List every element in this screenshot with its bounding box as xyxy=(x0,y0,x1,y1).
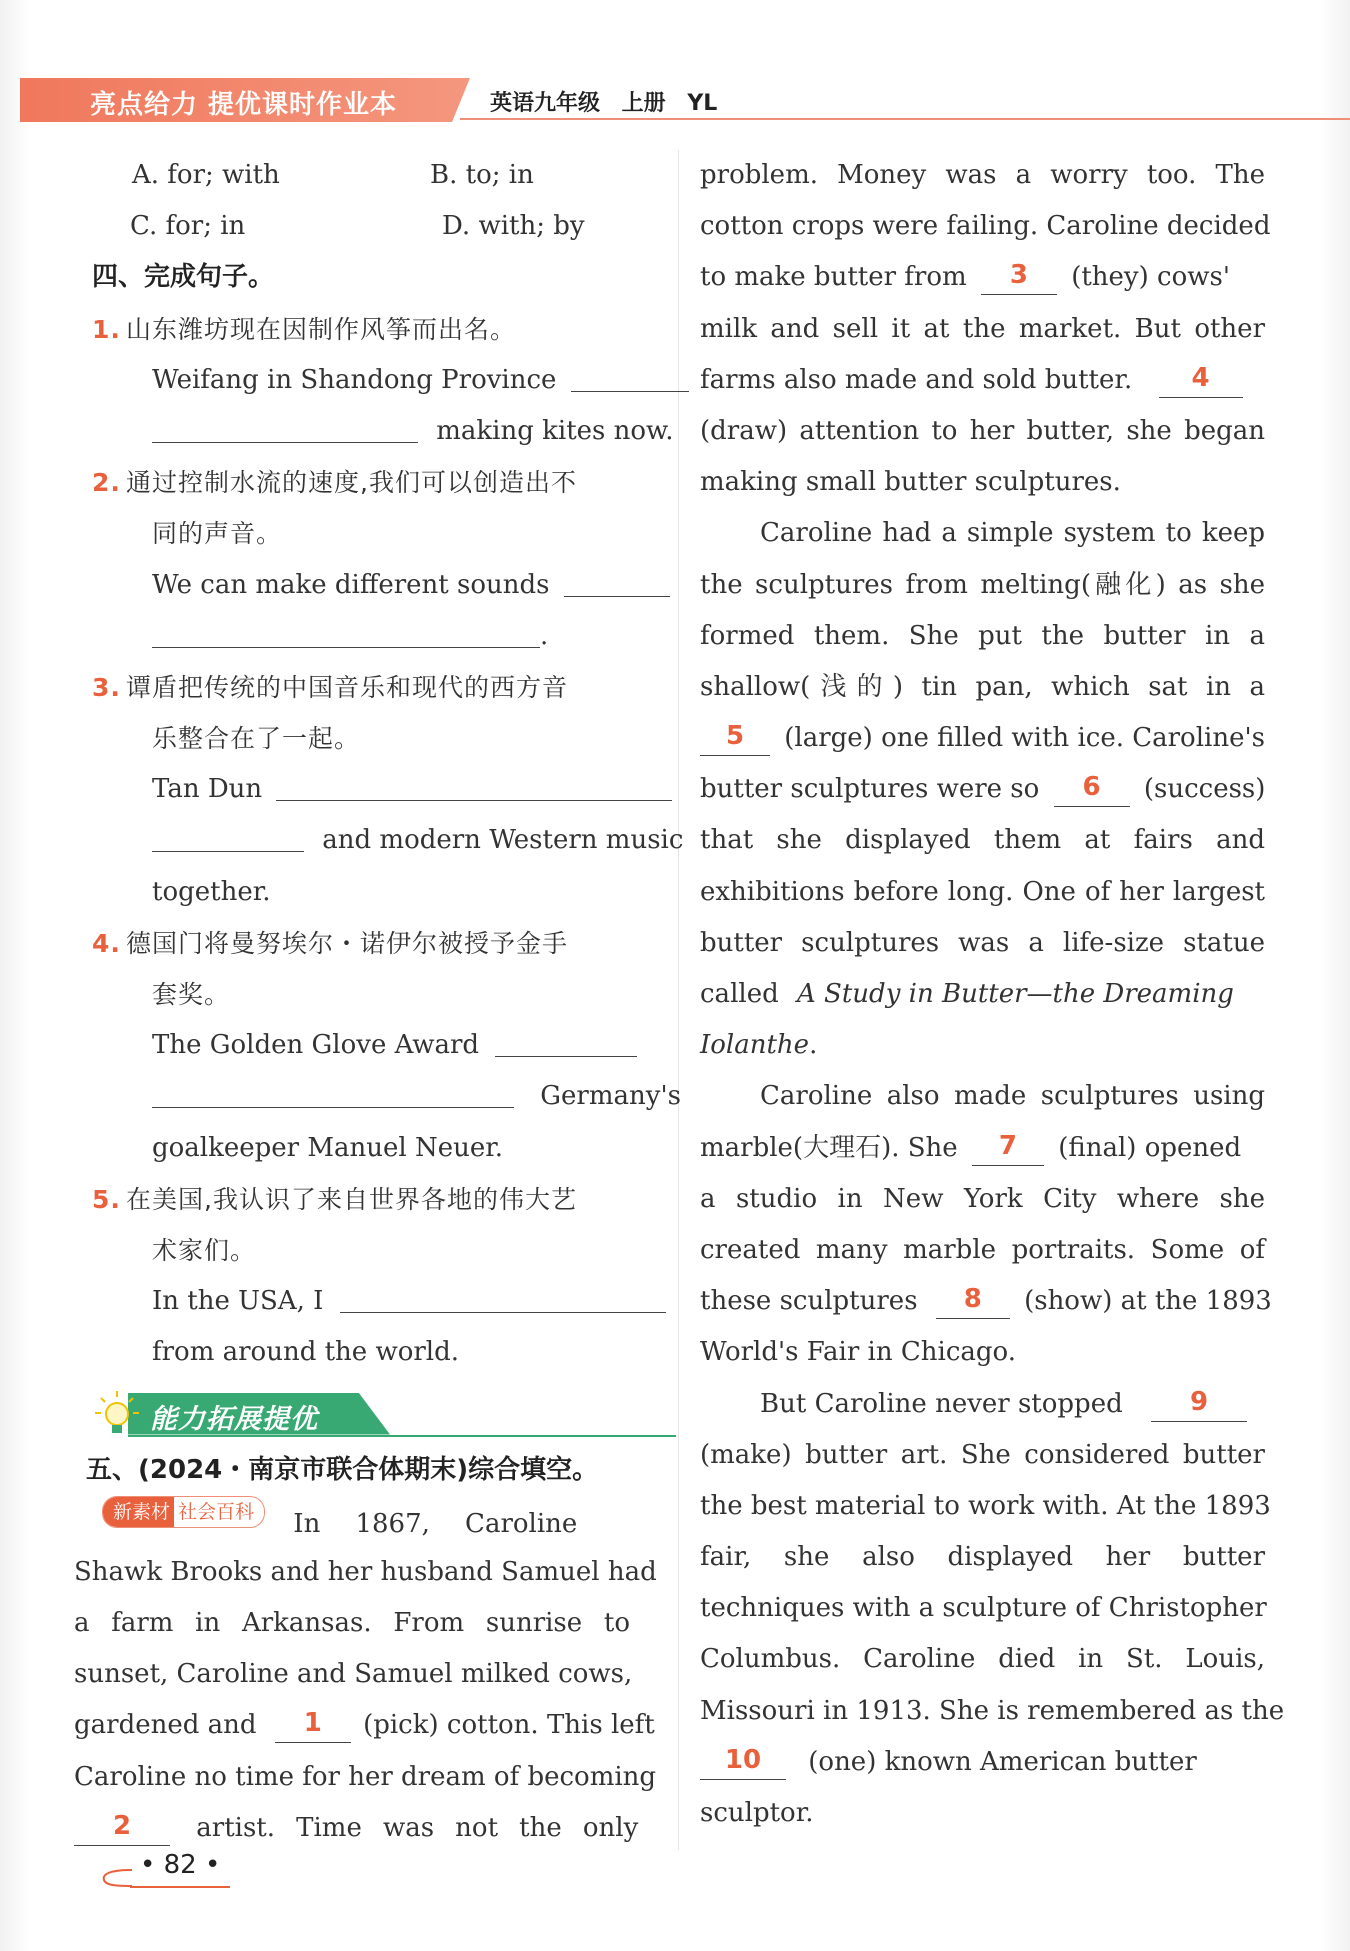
q2-chinese-1: 2. 通过控制水流的速度,我们可以创造出不 xyxy=(92,457,662,508)
passage-r-line-22: created many marble portraits. Some of xyxy=(700,1234,1265,1265)
passage-line-4: sunset, Caroline and Samuel milked cows, xyxy=(74,1659,633,1690)
q3-english-line-3: together. xyxy=(152,876,271,907)
section-5-title: 五、(2024・南京市联合体期末)综合填空。 xyxy=(86,1454,599,1485)
passage-r-line-31: Missouri in 1913. She is remembered as the xyxy=(700,1695,1285,1726)
passage-r-line-29: techniques with a sculpture of Christopher xyxy=(700,1593,1267,1624)
q4-english-line-3: goalkeeper Manuel Neuer. xyxy=(152,1132,504,1163)
passage-r-line-4: milk and sell it at the market. But other xyxy=(700,313,1265,344)
left-column xyxy=(74,150,684,1854)
new-material-badge: 新素材 社会百科 xyxy=(102,1496,265,1528)
q2-blank-2[interactable] xyxy=(152,613,540,648)
answer-blank-4[interactable]: 4 xyxy=(1159,359,1243,398)
footer-rule xyxy=(130,1886,230,1888)
q4-blank-2[interactable] xyxy=(152,1073,514,1108)
q5-english-line-2: from around the world. xyxy=(152,1337,460,1368)
passage-r-line-9: the sculptures from melting(融化) as she xyxy=(700,569,1265,600)
passage-r-line-32: 10 (one) known American butter xyxy=(700,1737,1265,1788)
passage-r-line-16: butter sculptures was a life-size statue xyxy=(700,927,1265,958)
answer-blank-5[interactable]: 5 xyxy=(700,717,770,756)
passage-r-line-33: sculptor. xyxy=(700,1798,814,1828)
header-rule xyxy=(460,118,1350,120)
answer-blank-8[interactable]: 8 xyxy=(936,1280,1010,1319)
q4-english-line-2: Germany's xyxy=(92,1071,662,1122)
q2-english-line-1: We can make different sounds xyxy=(92,560,662,611)
passage-line-5: gardened and 1 (pick) cotton. This left xyxy=(74,1700,662,1751)
passage-line-7: 2 artist. Time was not the only xyxy=(74,1803,662,1854)
q2-blank-1[interactable] xyxy=(564,562,670,597)
q1-blank-1[interactable] xyxy=(571,357,689,392)
passage-line-3: a farm in Arkansas. From sunrise to xyxy=(74,1608,630,1639)
option-d: D. with; by xyxy=(442,211,585,242)
page-header xyxy=(20,78,1336,122)
q3-chinese-1: 3. 谭盾把传统的中国音乐和现代的西方音 xyxy=(92,662,662,713)
passage-line-2: Shawk Brooks and her husband Samuel had xyxy=(74,1556,657,1587)
passage-r-line-27: the best material to work with. At the 1893 xyxy=(700,1490,1271,1521)
passage-r-line-21: a studio in New York City where she xyxy=(700,1183,1265,1214)
passage-r-line-20: marble(大理石). She 7 (final) opened xyxy=(700,1123,1265,1174)
passage-r-line-23: these sculptures 8 (show) at the 1893 xyxy=(700,1276,1265,1327)
option-a: A. for; with xyxy=(132,160,280,190)
passage-r-line-18: Iolanthe. xyxy=(700,1030,818,1061)
q1-chinese: 1. 山东潍坊现在因制作风筝而出名。 xyxy=(92,304,662,355)
q3-blank-1[interactable] xyxy=(276,766,672,801)
passage-r-line-11: shallow(浅的) tin pan, which sat in a xyxy=(700,671,1265,702)
page-footer xyxy=(100,1850,230,1890)
passage-r-line-15: exhibitions before long. One of her largest xyxy=(700,876,1265,907)
right-column xyxy=(700,150,1285,1839)
page-number: • 82 • xyxy=(140,1850,221,1880)
answer-blank-9[interactable]: 9 xyxy=(1151,1383,1247,1422)
header-subject: 英语九年级 上册 YL xyxy=(490,91,718,116)
passage-r-line-24: World's Fair in Chicago. xyxy=(700,1337,1016,1368)
answer-blank-3[interactable]: 3 xyxy=(981,256,1057,295)
passage-line-6: Caroline no time for her dream of becoming xyxy=(74,1761,657,1792)
q2-english-line-2: . xyxy=(92,611,662,662)
q1-blank-2[interactable] xyxy=(152,408,418,443)
section-4-title: 四、完成句子。 xyxy=(92,262,275,293)
q4-number: 4. xyxy=(92,928,121,958)
passage-line-1: 新素材 社会百科 In 1867, Caroline xyxy=(74,1496,662,1547)
options-row-2 xyxy=(92,201,662,252)
q3-english-line-2: and modern Western music xyxy=(92,815,662,866)
q5-english-line-1: In the USA, I xyxy=(92,1276,662,1327)
passage-r-line-19: Caroline also made sculptures using xyxy=(760,1081,1265,1112)
passage-r-line-1: problem. Money was a worry too. The xyxy=(700,160,1265,190)
q3-blank-2[interactable] xyxy=(152,817,304,852)
q3-english-line-1: Tan Dun xyxy=(92,764,662,815)
passage-r-line-30: Columbus. Caroline died in St. Louis, xyxy=(700,1644,1265,1675)
passage-r-line-5: farms also made and sold butter. 4 xyxy=(700,355,1265,406)
q2-chinese-2: 同的声音。 xyxy=(152,519,283,549)
option-b: B. to; in xyxy=(430,160,534,190)
passage-r-line-25: But Caroline never stopped 9 xyxy=(700,1379,1265,1430)
header-brand: 亮点给力 提优课时作业本 xyxy=(90,90,398,120)
q5-chinese-1: 5. 在美国,我认识了来自世界各地的伟大艺 xyxy=(92,1174,662,1225)
lightbulb-icon xyxy=(92,1389,142,1439)
section-banner xyxy=(88,1385,662,1441)
passage-r-line-13: butter sculptures were so 6 (success) xyxy=(700,764,1265,815)
option-c: C. for; in xyxy=(130,211,246,242)
passage-r-line-26: (make) butter art. She considered butter xyxy=(700,1439,1265,1470)
q3-chinese-2: 乐整合在了一起。 xyxy=(152,724,361,754)
q3-number: 3. xyxy=(92,672,121,702)
q4-chinese-1: 4. 德国门将曼努埃尔・诺伊尔被授予金手 xyxy=(92,918,662,969)
footer-curve-icon xyxy=(100,1868,134,1888)
passage-r-line-8: Caroline had a simple system to keep xyxy=(760,518,1265,549)
answer-blank-10[interactable]: 10 xyxy=(700,1741,786,1780)
q5-chinese-2: 术家们。 xyxy=(152,1235,257,1265)
q4-blank-1[interactable] xyxy=(495,1022,637,1057)
q5-number: 5. xyxy=(92,1184,121,1214)
answer-blank-2[interactable]: 2 xyxy=(74,1807,170,1846)
passage-r-line-7: making small butter sculptures. xyxy=(700,467,1121,498)
q2-number: 2. xyxy=(92,468,121,498)
banner-title: 能力拓展提优 xyxy=(150,1403,318,1435)
passage-r-line-14: that she displayed them at fairs and xyxy=(700,825,1265,856)
passage-r-line-17: called A Study in Butter—the Dreaming xyxy=(700,979,1234,1009)
passage-r-line-3: to make butter from 3 (they) cows' xyxy=(700,252,1265,303)
passage-r-line-2: cotton crops were failing. Caroline decided xyxy=(700,211,1271,242)
passage-r-line-12: 5 (large) one filled with ice. Caroline's xyxy=(700,713,1265,764)
passage-r-line-28: fair, she also displayed her butter xyxy=(700,1542,1265,1573)
answer-blank-7[interactable]: 7 xyxy=(972,1127,1044,1166)
q4-chinese-2: 套奖。 xyxy=(152,980,231,1009)
answer-blank-1[interactable]: 1 xyxy=(275,1704,351,1743)
q1-number: 1. xyxy=(92,314,121,344)
passage-r-line-6: (draw) attention to her butter, she began xyxy=(700,415,1265,446)
passage-r-line-10: formed them. She put the butter in a xyxy=(700,620,1265,651)
q4-english-line-1: The Golden Glove Award xyxy=(92,1020,662,1071)
q5-blank-1[interactable] xyxy=(340,1278,666,1313)
q1-english-line-1: Weifang in Shandong Province xyxy=(92,355,662,406)
answer-blank-6[interactable]: 6 xyxy=(1054,768,1130,807)
options-row-1 xyxy=(92,150,662,201)
q1-english-line-2: making kites now. xyxy=(92,406,662,457)
